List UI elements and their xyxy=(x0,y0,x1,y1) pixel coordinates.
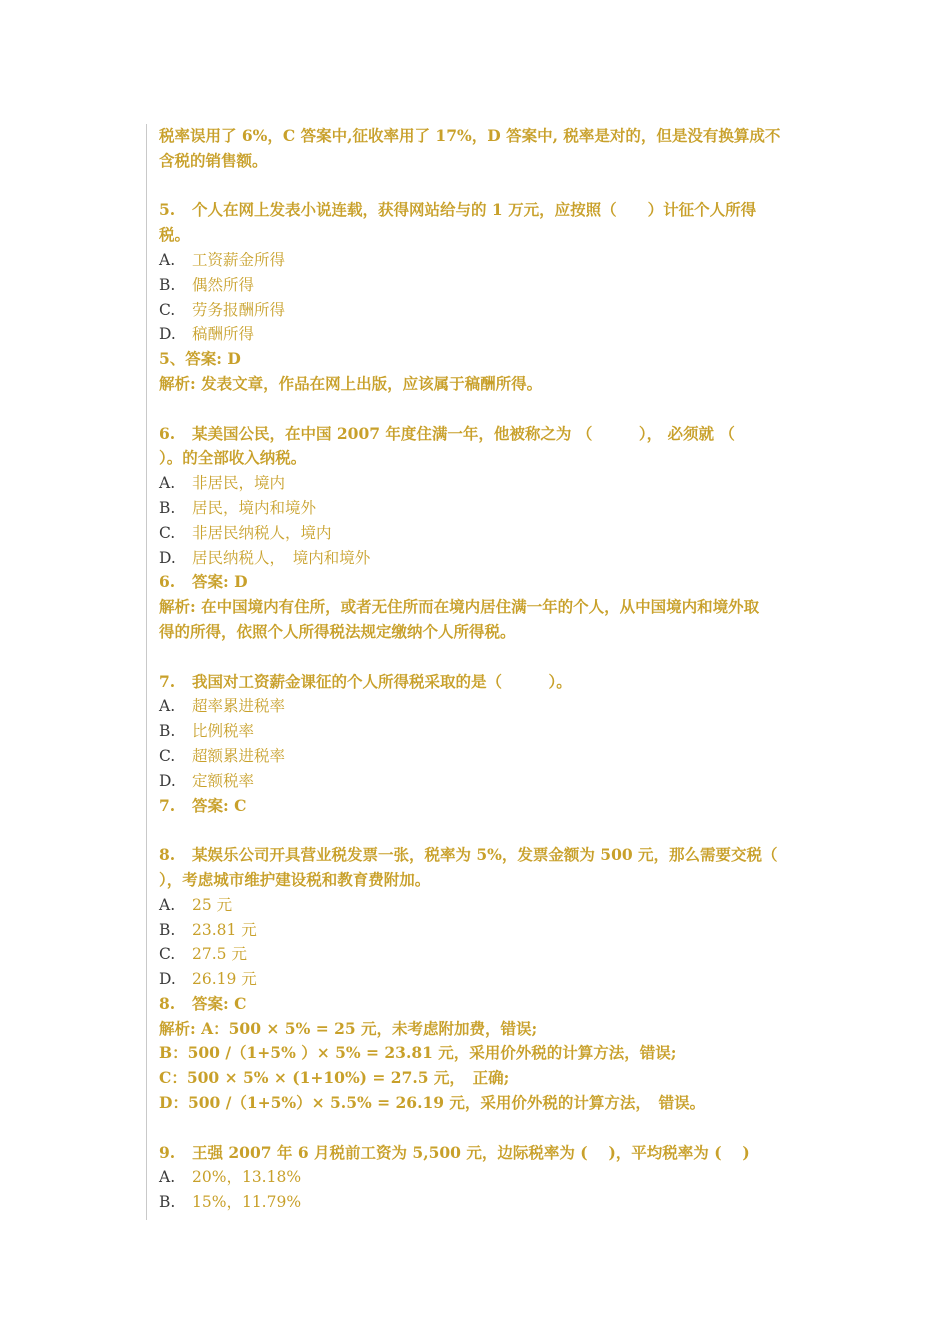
option-text: 20%，13.18% xyxy=(192,1168,302,1187)
explanation-6-line-2: 得的所得，依照个人所得税法规定缴纳个人所得税。 xyxy=(159,621,516,641)
option-text: 25 元 xyxy=(192,895,233,914)
spacer xyxy=(159,818,809,843)
question-number: 7. xyxy=(159,671,176,691)
left-margin-line xyxy=(146,124,147,1220)
option-letter: A. xyxy=(159,895,176,914)
option-text: 27.5 元 xyxy=(192,945,247,964)
answer-number: 7. xyxy=(159,795,176,815)
question-number: 9. xyxy=(159,1142,176,1162)
question-5-line-2: 税。 xyxy=(159,225,191,245)
answer-6 xyxy=(159,570,809,595)
option-letter: B. xyxy=(159,275,176,294)
option-7c xyxy=(159,744,809,769)
option-text: 非居民纳税人，境内 xyxy=(192,523,332,542)
question-9 xyxy=(159,1141,809,1166)
option-6c xyxy=(159,521,809,546)
question-text: 某娱乐公司开具营业税发票一张，税率为 5%，发票金额为 500 元，那么需要交税（ xyxy=(192,845,778,865)
question-text: 个人在网上发表小说连载，获得网站给与的 1 万元，应按照（ ）计征个人所得 xyxy=(192,200,757,220)
option-text: 偶然所得 xyxy=(192,275,255,294)
question-5 xyxy=(159,198,809,223)
answer-number: 6. xyxy=(159,572,176,592)
option-letter: D. xyxy=(159,970,176,989)
option-letter: D. xyxy=(159,325,176,344)
option-text: 稿酬所得 xyxy=(192,325,255,344)
option-text: 超率累进税率 xyxy=(192,697,286,716)
question-text: 某美国公民，在中国 2007 年度住满一年，他被称之为 （ ）， 必须就 （ xyxy=(192,423,735,443)
explanation-8-line-4: D：500 /（1+5%）× 5.5% = 26.19 元，采用价外税的计算方法， 错误。 xyxy=(159,1093,706,1113)
question-number: 6. xyxy=(159,423,176,443)
document-content xyxy=(159,124,809,1215)
option-letter: B. xyxy=(159,920,176,939)
question-6 xyxy=(159,422,809,447)
explanation-8-line-3: C：500 × 5% × (1+10%) = 27.5 元， 正确; xyxy=(159,1068,510,1088)
option-text: 比例税率 xyxy=(192,722,255,741)
option-letter: A. xyxy=(159,474,176,493)
explanation-5: 解析: 发表文章，作品在网上出版，应该属于稿酬所得。 xyxy=(159,373,543,393)
question-7 xyxy=(159,670,809,695)
answer-text: 答案: D xyxy=(192,572,248,592)
option-text: 26.19 元 xyxy=(192,970,257,989)
option-5a xyxy=(159,248,809,273)
option-letter: B. xyxy=(159,722,176,741)
spacer xyxy=(159,397,809,422)
question-6-line-2: ）。的全部收入纳税。 xyxy=(159,448,307,468)
option-letter: B. xyxy=(159,1193,176,1212)
option-text: 居民纳税人， 境内和境外 xyxy=(192,548,371,567)
spacer xyxy=(159,645,809,670)
intro-line-1: 税率误用了 6%，C 答案中,征收率用了 17%，D 答案中, 税率是对的，但是没有换算成不 xyxy=(159,126,781,145)
spacer xyxy=(159,174,809,199)
explanation-6-line-1: 解析: 在中国境内有住所，或者无住所而在境内居住满一年的个人，从中国境内和境外取 xyxy=(159,597,760,617)
option-7b xyxy=(159,719,809,744)
question-number: 8. xyxy=(159,845,176,865)
option-6d xyxy=(159,546,809,571)
explanation-8-line-2: B：500 /（1+5% ）× 5% = 23.81 元，采用价外税的计算方法，错误; xyxy=(159,1043,677,1063)
option-text: 15%，11.79% xyxy=(192,1193,302,1212)
question-8-line-2: ），考虑城市维护建设税和教育费附加。 xyxy=(159,869,431,889)
option-letter: C. xyxy=(159,746,176,765)
option-5c xyxy=(159,298,809,323)
option-6b xyxy=(159,496,809,521)
answer-text: 答案: C xyxy=(192,795,247,815)
answer-5: 5、答案: D xyxy=(159,349,241,369)
answer-8 xyxy=(159,992,809,1017)
explanation-8-line-1: 解析: A：500 × 5% = 25 元，未考虑附加费，错误; xyxy=(159,1018,538,1038)
option-9a xyxy=(159,1165,809,1190)
option-9b xyxy=(159,1190,809,1215)
option-letter: A. xyxy=(159,250,176,269)
option-7a xyxy=(159,694,809,719)
answer-number: 8. xyxy=(159,993,176,1013)
question-text: 我国对工资薪金课征的个人所得税采取的是（ ）。 xyxy=(192,671,572,691)
option-7d xyxy=(159,769,809,794)
option-text: 居民，境内和境外 xyxy=(192,498,317,517)
option-text: 劳务报酬所得 xyxy=(192,300,286,319)
intro-line-2: 含税的销售额。 xyxy=(159,150,268,170)
spacer xyxy=(159,1116,809,1141)
option-text: 23.81 元 xyxy=(192,920,257,939)
option-letter: C. xyxy=(159,300,176,319)
option-8d xyxy=(159,967,809,992)
option-letter: C. xyxy=(159,945,176,964)
option-text: 工资薪金所得 xyxy=(192,250,286,269)
option-6a xyxy=(159,471,809,496)
option-letter: A. xyxy=(159,697,176,716)
option-text: 超额累进税率 xyxy=(192,746,286,765)
option-5b xyxy=(159,273,809,298)
option-letter: B. xyxy=(159,498,176,517)
option-8c xyxy=(159,942,809,967)
option-letter: D. xyxy=(159,771,176,790)
option-letter: D. xyxy=(159,548,176,567)
question-text: 王强 2007 年 6 月税前工资为 5,500 元，边际税率为 ( )，平均税率为 ( ) xyxy=(192,1142,750,1162)
option-8a xyxy=(159,893,809,918)
option-8b xyxy=(159,918,809,943)
option-text: 定额税率 xyxy=(192,771,255,790)
answer-7 xyxy=(159,794,809,819)
option-letter: C. xyxy=(159,523,176,542)
question-number: 5. xyxy=(159,200,176,220)
answer-text: 答案: C xyxy=(192,993,247,1013)
option-text: 非居民，境内 xyxy=(192,474,286,493)
option-letter: A. xyxy=(159,1168,176,1187)
option-5d xyxy=(159,322,809,347)
question-8 xyxy=(159,843,809,868)
